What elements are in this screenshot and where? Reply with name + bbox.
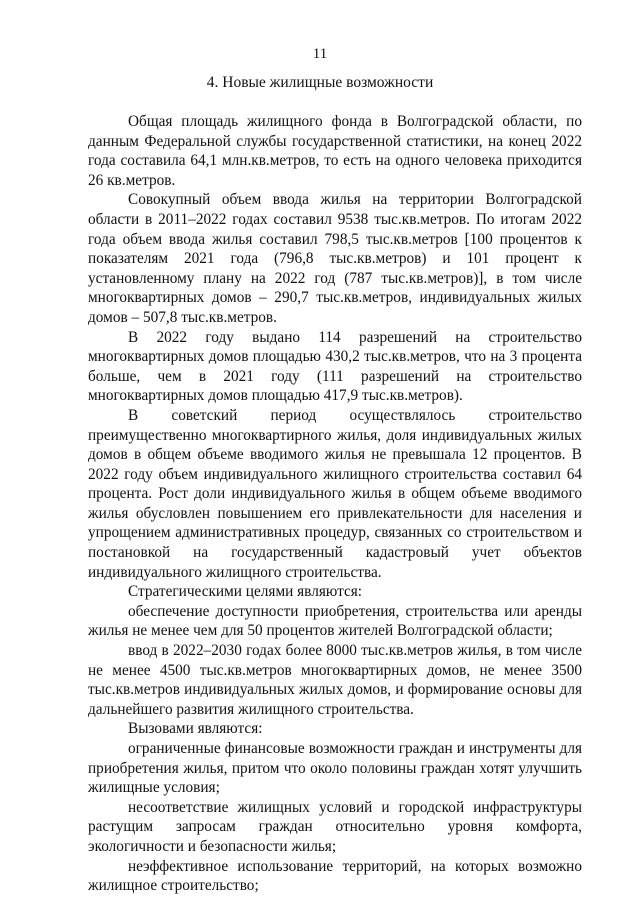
paragraph-challenge-territories: неэффективное использование территорий, на которых возможно жилищное строительство; — [88, 857, 582, 895]
paragraph-challenge-finance: ограниченные финансовые возможности граждан и инструменты для приобретения жилья, притом что около половины граждан хотят улучшить жилищные условия; — [88, 740, 582, 797]
paragraph-construction-permits: В 2022 году выдано 114 разрешений на строительство многоквартирных домов площадью 430,2 тыс.кв.метров, что на 3 процента больше, чем в 2021 году (111 разрешений на строительство многоквартирных домов площадью 417,9 тыс.кв.метров). — [88, 328, 582, 405]
paragraph-individual-housing: В советский период осуществлялось строительство преимущественно многоквартирного жилья, доля индивидуальных жилых домов в общем объеме вводимого жилья не превышала 12 процентов. В 2022 году объем индивидуального жилищного строительства составил 64 процента. Рост доли индивидуального жилья в общем объеме вводимого жилья обусловлен повышением его привлекательности для населения и упрощением административных процедур, связанных со строительством и постановкой на государственный кадастровый учет объектов индивидуального жилищного строительства. — [88, 406, 582, 581]
paragraph-challenges-heading: Вызовами являются: — [128, 720, 263, 738]
section-title: 4. Новые жилищные возможности — [206, 74, 434, 91]
paragraph-strategic-goals-heading: Стратегическими целями являются: — [128, 583, 363, 601]
page-number: 11 — [312, 46, 328, 62]
paragraph-challenge-mismatch: несоответствие жилищных условий и городской инфраструктуры растущим запросам граждан относительно уровня комфорта, экологичности и безопасности жилья; — [88, 798, 582, 855]
paragraph-goal-affordability: обеспечение доступности приобретения, строительства или аренды жилья не менее чем для 50 процентов жителей Волгоградской области; — [88, 602, 582, 640]
body-text — [88, 112, 582, 896]
paragraph-housing-stock: Общая площадь жилищного фонда в Волгоградской области, по данным Федеральной службы государственной статистики, на конец 2022 года составила 64,1 млн.кв.метров, то есть на одного человека приходится 26 кв.метров. — [88, 113, 582, 189]
paragraph-housing-commissioning: Совокупный объем ввода жилья на территории Волгоградской области в 2011–2022 годах составил 9538 тыс.кв.метров. По итогам 2022 года объем ввода жилья составил 798,5 тыс.кв.метров [100 процентов к показателям 2021 года (796,8 тыс.кв.метров) и 101 процент к установленному плану на 2022 год (787 тыс.кв.метров)], в том числе многоквартирных домов – 290,7 тыс.кв.метров, индивидуальных жилых домов – 507,8 тыс.кв.метров. — [88, 191, 582, 326]
paragraph-goal-commissioning: ввод в 2022–2030 годах более 8000 тыс.кв.метров жилья, в том числе не менее 4500 тыс.кв.метров многоквартирных домов, не менее 3500 тыс.кв.метров индивидуальных жилых домов, и формирование основы для дальнейшего развития жилищного строительства. — [88, 642, 582, 718]
